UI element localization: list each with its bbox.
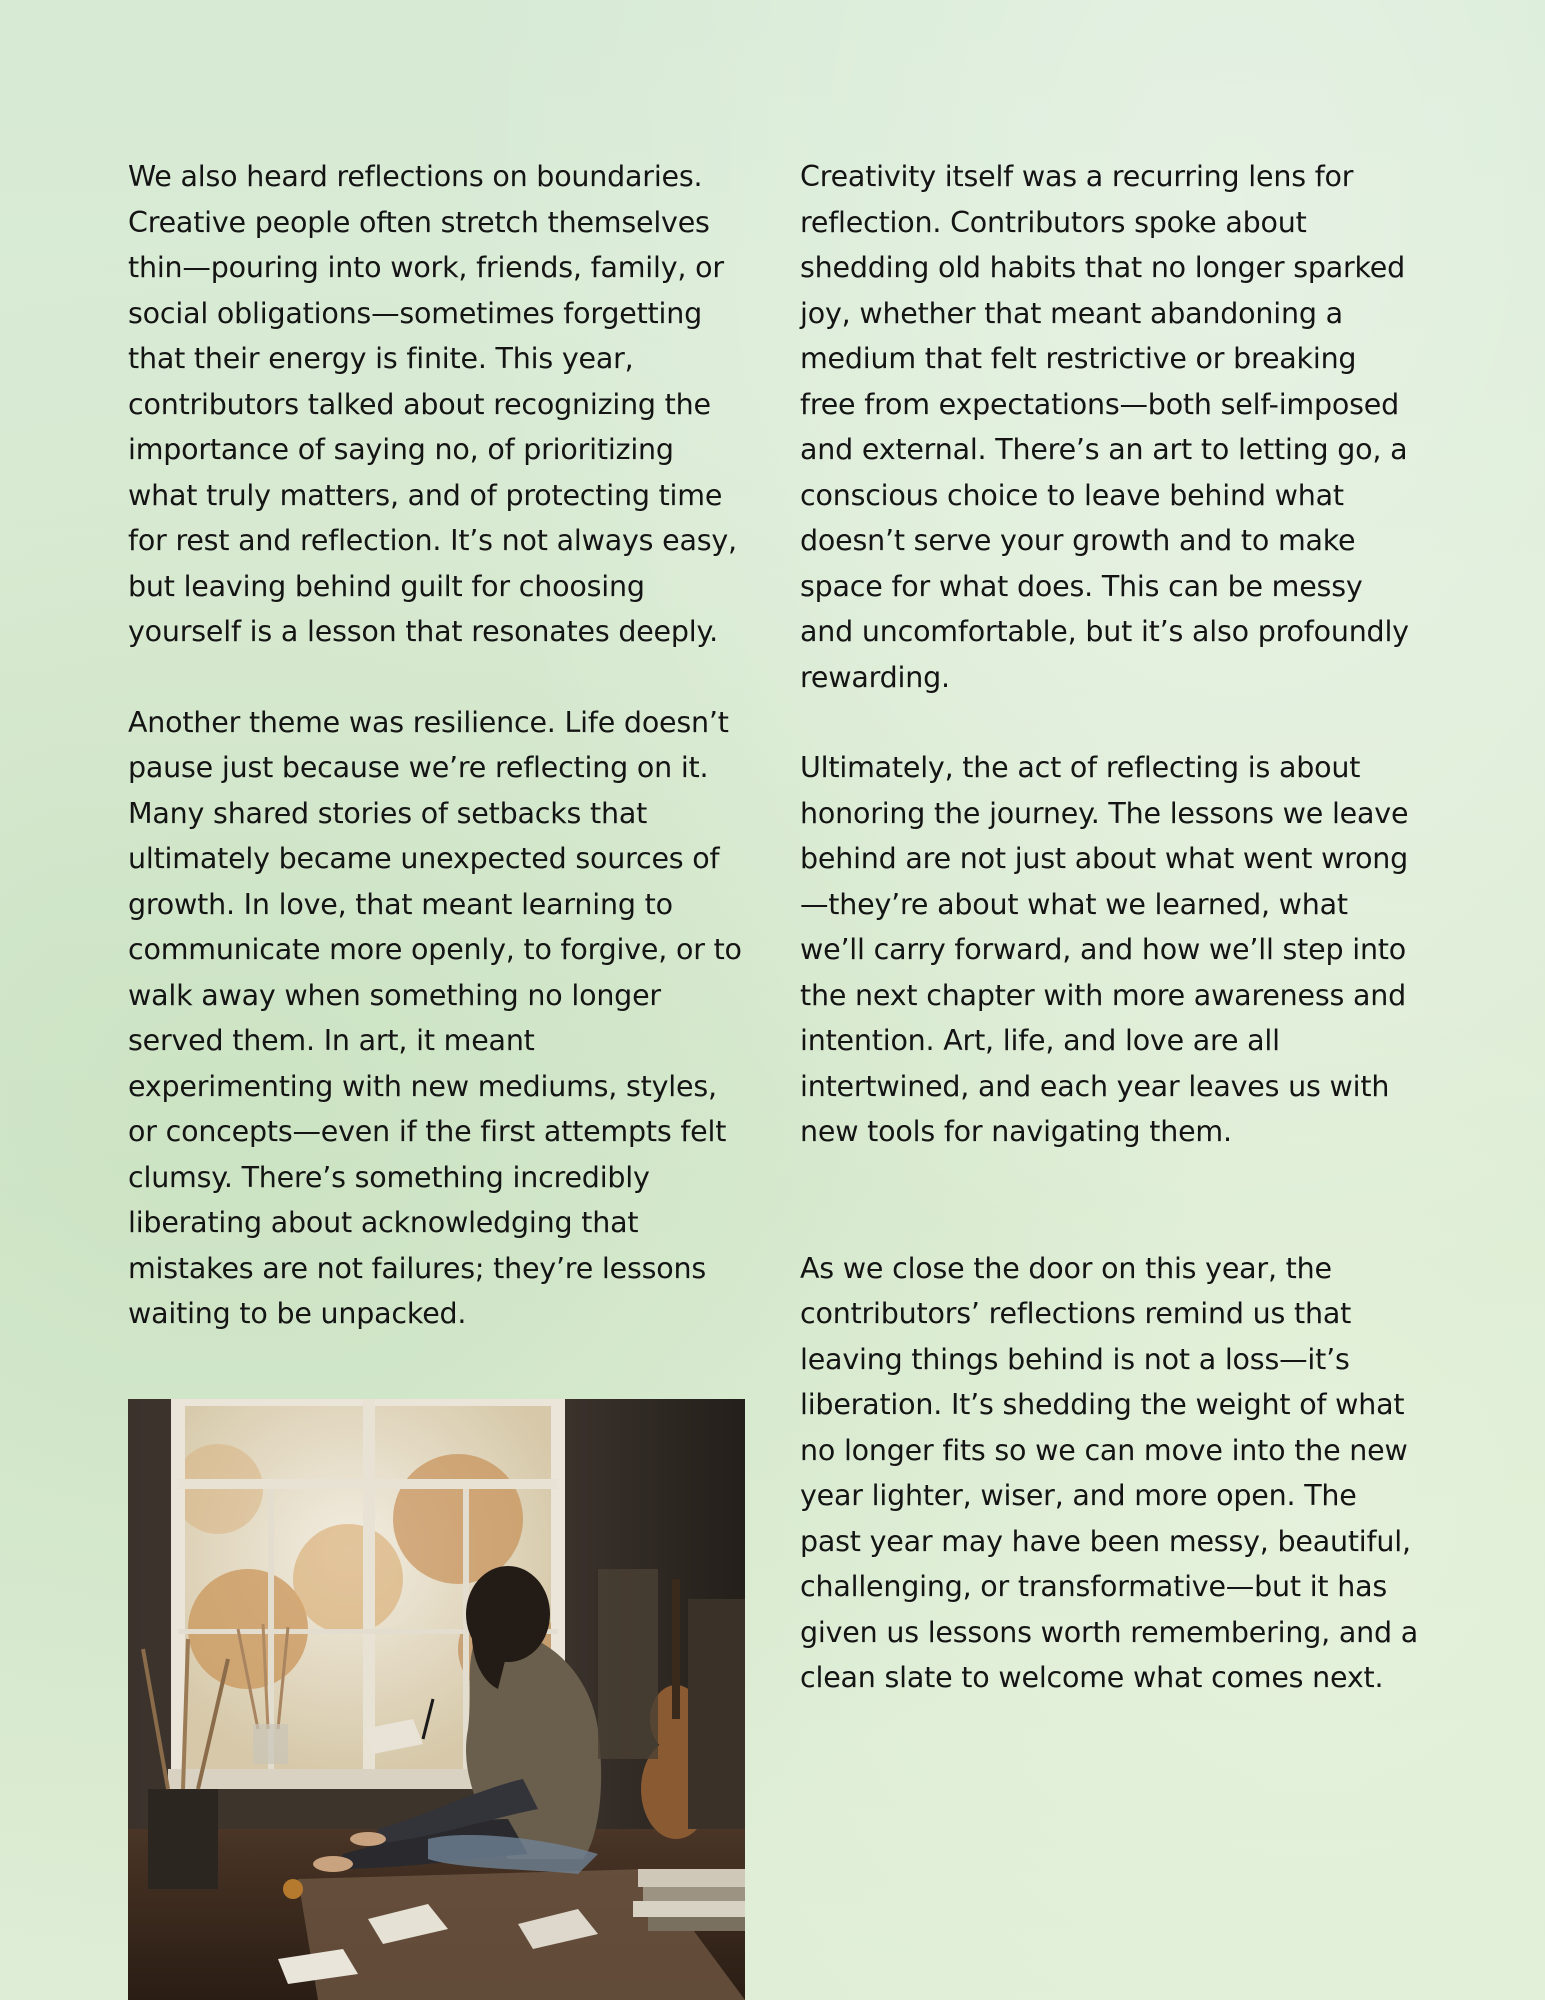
left-column [128,154,748,1337]
paragraph-resilience: Another theme was resilience. Life doesn’t pause just because we’re reflecting on it. Many shared stories of setbacks that ultimately became unexpected sources of growth. In love, that meant learning to communicate more openly, to forgive, or to walk away when something no longer served them. In art, it meant experimenting with new mediums, styles, or concepts—even if the first attempts felt clumsy. There’s something incredibly liberating about acknowledging that mistakes are not failures; they’re lessons waiting to be unpacked. [128,705,742,1330]
paragraph-closing: As we close the door on this year, the contributors’ reflections remind us that leaving things behind is not a loss—it’s liberation. It’s shedding the weight of what no longer fits so we can move into the new year lighter, wiser, and more open. The past year may have been messy, beautiful, challenging, or transformative—but it has given us lessons worth remembering, and a clean slate to welcome what comes next. [800,1251,1418,1694]
paragraph-boundaries: We also heard reflections on boundaries. Creative people often stretch themselves thin—pouring into work, friends, family, or social obligations—sometimes forgetting that their energy is finite. This year, contributors talked about recognizing the importance of saying no, of prioritizing what truly matters, and of protecting time for rest and reflection. It’s not always easy, but leaving behind guilt for choosing yourself is a lesson that resonates deeply. [128,160,737,648]
right-column [800,154,1420,1701]
paragraph-honoring-journey: Ultimately, the act of reflecting is about honoring the journey. The lessons we leave behind are not just about what went wrong—they’re about what we learned, what we’ll carry forward, and how we’ll step into the next chapter with more awareness and intention. Art, life, and love are all intertwined, and each year leaves us with new tools for navigating them. [800,751,1409,1148]
paragraph-creativity: Creativity itself was a recurring lens for reflection. Contributors spoke about shedding old habits that no longer sparked joy, whether that meant abandoning a medium that felt restrictive or breaking free from expectations—both self-imposed and external. There’s an art to letting go, a conscious choice to leave behind what doesn’t serve your growth and to make space for what does. This can be messy and uncomfortable, but it’s also profoundly rewarding. [800,160,1409,694]
illustration-artist-by-window [128,1399,745,2000]
